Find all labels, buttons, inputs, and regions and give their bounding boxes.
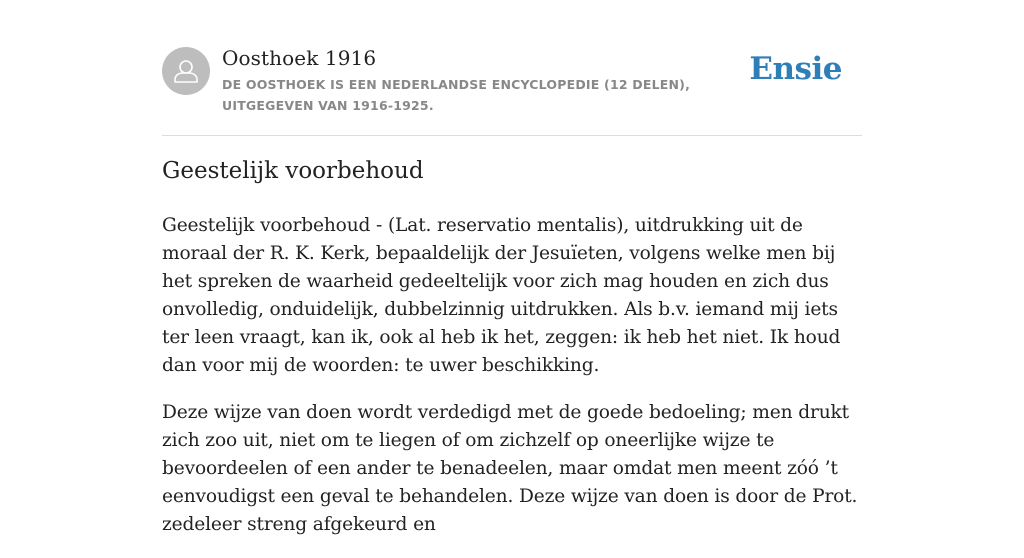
source-title[interactable]: Oosthoek 1916 (222, 46, 377, 70)
header-divider (162, 135, 862, 136)
brand-logo[interactable]: Ensie (749, 51, 842, 87)
article-paragraph: Deze wijze van doen wordt verdedigd met de goede bedoeling; men drukt zich zoo uit, niet om te liegen of om zichzelf op oneerlijke wijze te bevoordeelen of een ander te benadeelen, maar omdat men meent zóó ’t eenvoudigst een geval te behandelen. Deze wijze van doen is door de Prot. zedeleer streng afgekeurd en (162, 402, 858, 535)
user-outline-icon (162, 47, 210, 95)
article-paragraph: Geestelijk voorbehoud - (Lat. reservatio mentalis), uitdrukking uit de moraal der R. K. Kerk, bepaaldelijk der Jesuïeten, volgens welke men bij het spreken de waarheid gedeeltelijk voor zich mag houden en zich dus onvolledig, onduidelijk, dubbelzinnig uitdrukken. Als b.v. iemand mij iets ter leen vraagt, kan ik, ook al heb ik het, zeggen: ik heb het niet. Ik houd dan voor mij de woorden: te uwer beschikking. (162, 215, 841, 376)
source-description: DE OOSTHOEK IS EEN NEDERLANDSE ENCYCLOPEDIE (12 DELEN), UITGEGEVEN VAN 1916-1925. (222, 77, 691, 113)
article-title: Geestelijk voorbehoud (162, 158, 424, 184)
avatar[interactable] (162, 47, 210, 95)
article-body (162, 212, 867, 558)
source-header (162, 45, 862, 125)
